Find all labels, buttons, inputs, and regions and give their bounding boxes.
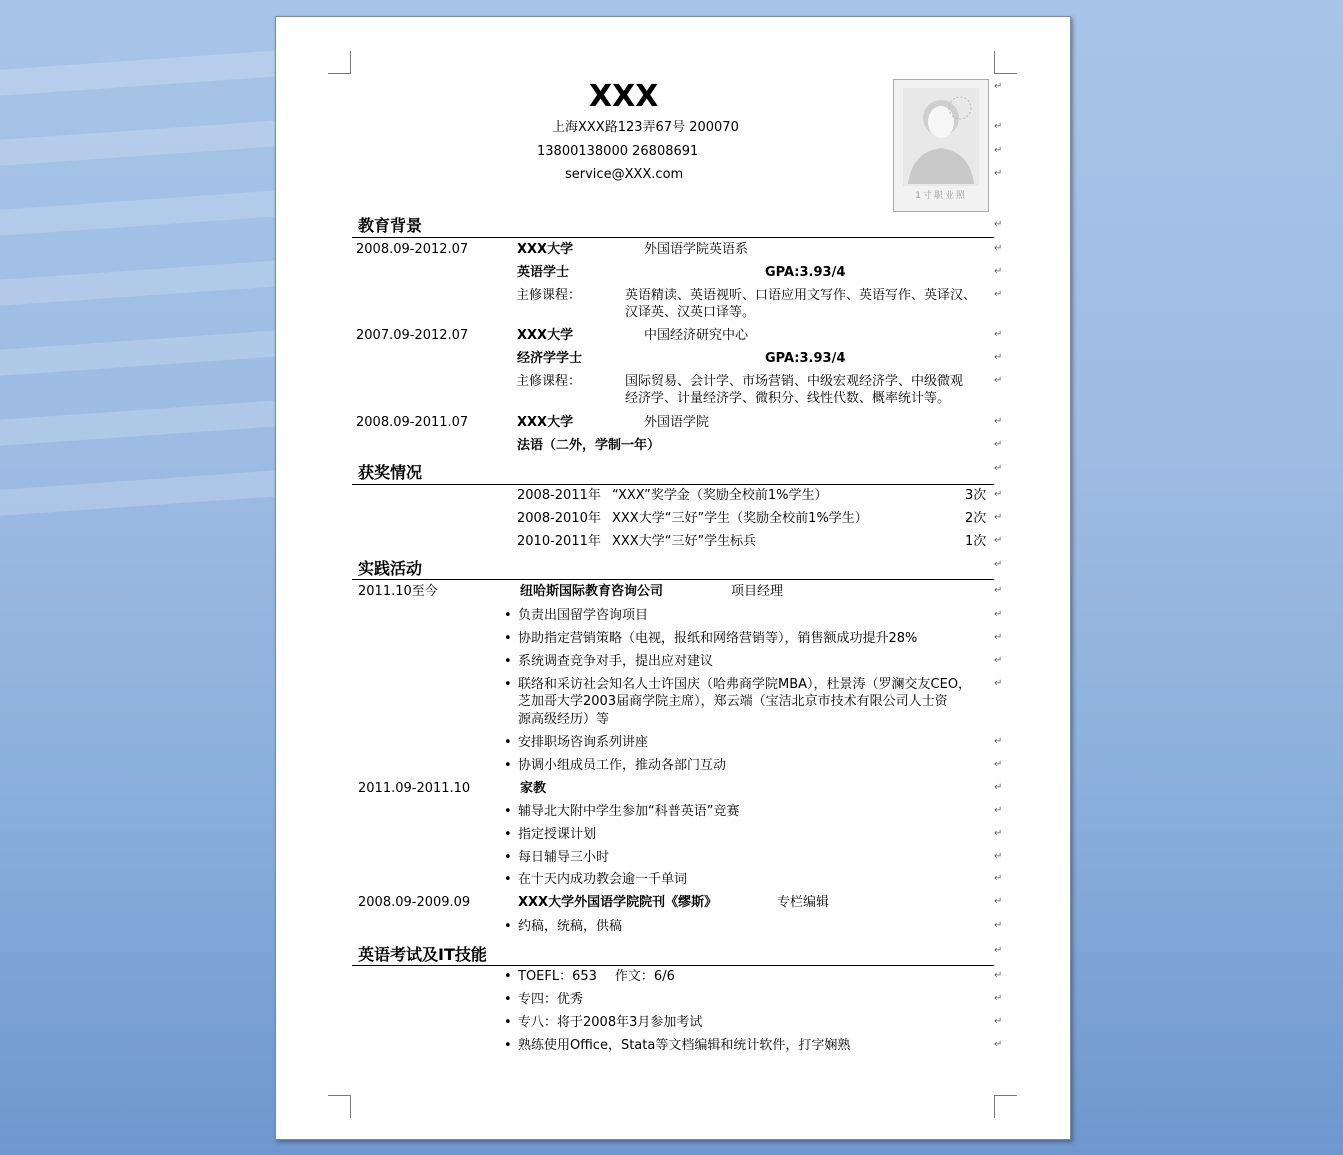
paragraph-mark: ↵ xyxy=(994,896,1003,907)
courses-label: 主修课程： xyxy=(516,374,582,389)
section-divider xyxy=(352,965,994,966)
job-bullet: • 每日辅导三小时 xyxy=(518,849,609,866)
paragraph-mark: ↵ xyxy=(994,219,1003,230)
paragraph-mark: ↵ xyxy=(994,352,1003,363)
section-divider xyxy=(352,237,994,238)
job-bullet: • 协调小组成员工作，推动各部门互动 xyxy=(518,757,726,774)
skill-item: • TOEFL：653 作文：6/6 xyxy=(518,968,675,985)
job-bullet: • 辅导北大附中学生参加“科普英语”竞赛 xyxy=(518,803,739,820)
paragraph-mark: ↵ xyxy=(994,678,1003,689)
award-count: 3次 xyxy=(965,488,987,503)
paragraph-mark: ↵ xyxy=(994,759,1003,770)
award-name: XXX大学“三好”学生标兵 xyxy=(612,534,757,549)
job-date: 2011.09-2011.10 xyxy=(358,781,471,796)
courses-text: 国际贸易、会计学、市场营销、中级宏观经济学、中级微观 xyxy=(625,374,964,389)
crop-mark xyxy=(994,51,1017,74)
job-bullet-cont: 源高级经历）等 xyxy=(518,712,610,727)
document-page[interactable] xyxy=(275,16,1071,1140)
edu-degree: 经济学学士 xyxy=(517,351,583,366)
edu-date: 2008.09-2011.07 xyxy=(356,415,469,430)
paragraph-mark: ↵ xyxy=(994,851,1003,862)
award-name: “XXX”奖学金（奖励全校前1%学生） xyxy=(612,488,828,503)
job-bullet: • 指定授课计划 xyxy=(518,826,596,843)
crop-mark xyxy=(328,51,351,74)
crop-mark xyxy=(328,1095,351,1118)
job-date: 2011.10至今 xyxy=(358,584,438,599)
paragraph-mark: ↵ xyxy=(994,655,1003,666)
section-title-practice: 实践活动 xyxy=(358,559,423,578)
job-org: XXX大学外国语学院院刊《缪斯》 xyxy=(518,895,718,910)
resume-name: XXX xyxy=(589,79,659,114)
edu-gpa: GPA:3.93/4 xyxy=(765,265,846,280)
phone: 13800138000 26808691 xyxy=(537,144,699,159)
edu-degree: 英语学士 xyxy=(517,265,570,280)
job-org: 家教 xyxy=(520,781,547,796)
award-name: XXX大学“三好”学生（奖励全校前1%学生） xyxy=(612,511,868,526)
job-bullet: • 联络和采访社会知名人士许国庆（哈弗商学院MBA），杜景涛（罗澜交友CEO， xyxy=(518,676,971,693)
job-bullet: • 安排职场咨询系列讲座 xyxy=(518,734,648,751)
edu-dept: 中国经济研究中心 xyxy=(644,328,749,343)
photo-label: 1寸职业照 xyxy=(915,191,967,201)
crop-mark xyxy=(994,1095,1017,1118)
paragraph-mark: ↵ xyxy=(994,782,1003,793)
paragraph-mark: ↵ xyxy=(994,81,1003,92)
paragraph-mark: ↵ xyxy=(994,375,1003,386)
paragraph-mark: ↵ xyxy=(994,945,1003,956)
paragraph-mark: ↵ xyxy=(994,1016,1003,1027)
photo-placeholder xyxy=(893,79,989,212)
skill-item: • 专八：将于2008年3月参加考试 xyxy=(518,1014,702,1031)
award-period: 2010-2011年 xyxy=(517,534,601,549)
paragraph-mark: ↵ xyxy=(994,559,1003,570)
paragraph-mark: ↵ xyxy=(994,289,1003,300)
edu-gpa: GPA:3.93/4 xyxy=(765,351,846,366)
paragraph-mark: ↵ xyxy=(994,266,1003,277)
courses-label: 主修课程： xyxy=(516,288,582,303)
paragraph-mark: ↵ xyxy=(994,609,1003,620)
edu-date: 2008.09-2012.07 xyxy=(356,242,469,257)
paragraph-mark: ↵ xyxy=(994,970,1003,981)
paragraph-mark: ↵ xyxy=(994,1039,1003,1050)
paragraph-mark: ↵ xyxy=(994,736,1003,747)
address: 上海XXX路123弄67号 200070 xyxy=(552,120,739,135)
paragraph-mark: ↵ xyxy=(994,873,1003,884)
paragraph-mark: ↵ xyxy=(994,243,1003,254)
edu-date: 2007.09-2012.07 xyxy=(356,328,469,343)
award-count: 2次 xyxy=(965,511,987,526)
paragraph-mark: ↵ xyxy=(994,512,1003,523)
courses-text: 经济学、计量经济学、微积分、线性代数、概率统计等。 xyxy=(625,391,951,406)
award-period: 2008-2011年 xyxy=(517,488,601,503)
job-role: 专栏编辑 xyxy=(777,895,830,910)
paragraph-mark: ↵ xyxy=(994,416,1003,427)
award-period: 2008-2010年 xyxy=(517,511,601,526)
job-bullet: • 负责出国留学咨询项目 xyxy=(518,607,648,624)
award-count: 1次 xyxy=(965,534,987,549)
courses-text: 汉译英、汉英口译等。 xyxy=(625,305,756,320)
section-title-education: 教育背景 xyxy=(358,216,423,235)
paragraph-mark: ↵ xyxy=(994,535,1003,546)
paragraph-mark: ↵ xyxy=(994,489,1003,500)
paragraph-mark: ↵ xyxy=(994,168,1003,179)
edu-school: XXX大学 xyxy=(517,415,574,430)
edu-dept: 外国语学院英语系 xyxy=(644,242,749,257)
paragraph-mark: ↵ xyxy=(994,463,1003,474)
courses-text: 英语精读、英语视听、口语应用文写作、英语写作、英译汉、 xyxy=(625,288,977,303)
paragraph-mark: ↵ xyxy=(994,585,1003,596)
edu-school: XXX大学 xyxy=(517,328,574,343)
section-title-skills: 英语考试及IT技能 xyxy=(358,945,487,964)
section-title-awards: 获奖情况 xyxy=(358,463,423,482)
job-bullet: • 约稿，统稿，供稿 xyxy=(518,918,622,935)
job-date: 2008.09-2009.09 xyxy=(358,895,471,910)
paragraph-mark: ↵ xyxy=(994,632,1003,643)
job-bullet: • 在十天内成功教会逾一千单词 xyxy=(518,871,687,888)
job-role: 项目经理 xyxy=(731,584,784,599)
job-org: 纽哈斯国际教育咨询公司 xyxy=(520,584,664,599)
edu-school: XXX大学 xyxy=(517,242,574,257)
job-bullet: • 系统调查竞争对手，提出应对建议 xyxy=(518,653,713,670)
paragraph-mark: ↵ xyxy=(994,993,1003,1004)
email: service@XXX.com xyxy=(565,167,684,182)
job-bullet-cont: 芝加哥大学2003届商学院主席），郑云端（宝洁北京市技术有限公司人士资 xyxy=(518,694,948,709)
skill-item: • 熟练使用Office，Stata等文档编辑和统计软件，打字娴熟 xyxy=(518,1037,850,1054)
job-bullet: • 协助指定营销策略（电视，报纸和网络营销等），销售额成功提升28% xyxy=(518,630,917,647)
section-divider xyxy=(352,579,994,580)
edu-dept: 外国语学院 xyxy=(644,415,710,430)
paragraph-mark: ↵ xyxy=(994,805,1003,816)
skill-item: • 专四：优秀 xyxy=(518,991,583,1008)
paragraph-mark: ↵ xyxy=(994,920,1003,931)
paragraph-mark: ↵ xyxy=(994,828,1003,839)
paragraph-mark: ↵ xyxy=(994,329,1003,340)
paragraph-mark: ↵ xyxy=(994,121,1003,132)
section-divider xyxy=(352,484,994,485)
edu-degree: 法语（二外，学制一年） xyxy=(517,438,661,453)
paragraph-mark: ↵ xyxy=(994,145,1003,156)
paragraph-mark: ↵ xyxy=(994,439,1003,450)
